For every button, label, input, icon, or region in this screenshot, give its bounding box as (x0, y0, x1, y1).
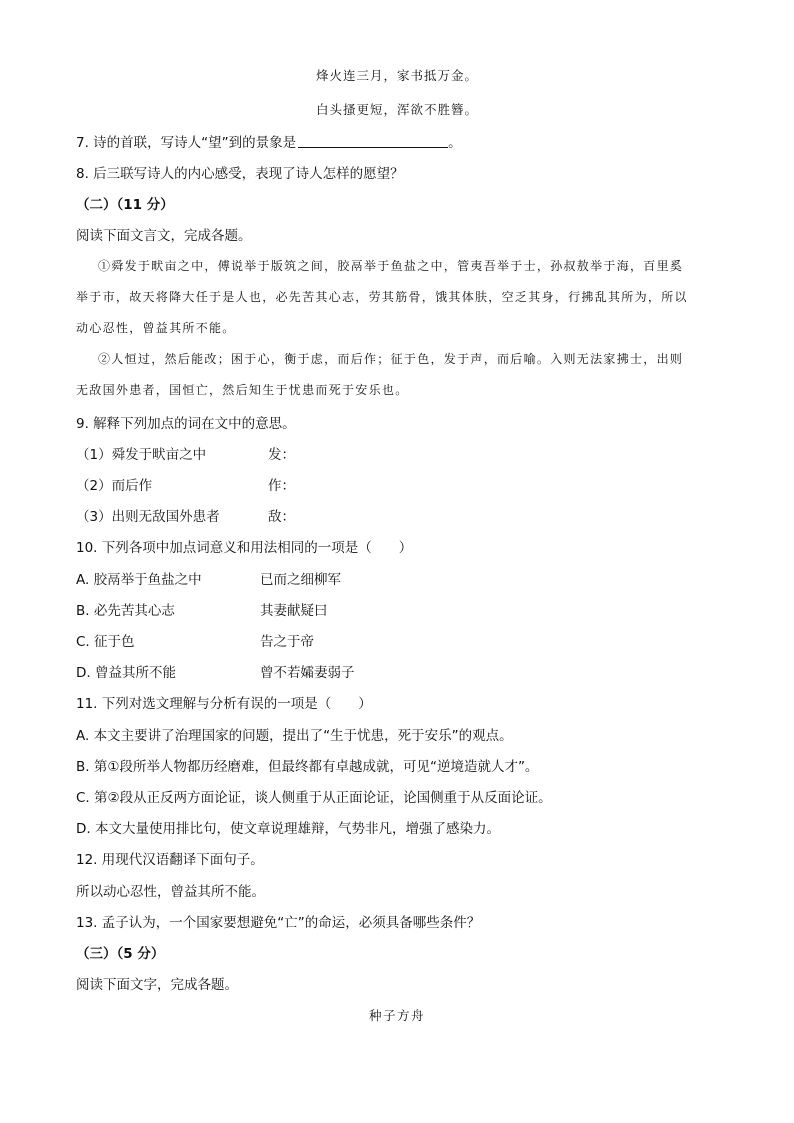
question-12: 12. 用现代汉语翻译下面句子。 (76, 852, 264, 868)
q11-option-c[interactable]: C. 第②段从正反两方面论证，谈人侧重于从正面论证，论国侧重于从反面论证。 (76, 790, 552, 806)
q11-option-d[interactable]: D. 本文大量使用排比句，使文章说理雄辩，气势非凡，增强了感染力。 (76, 821, 500, 837)
question-10: 10. 下列各项中加点词意义和用法相同的一项是（ ） (76, 540, 413, 556)
question-7 (76, 131, 462, 151)
classical-para-1-line-1: ①舜发于畎亩之中，傅说举于版筑之间，胶鬲举于鱼盐之中，管夷吾举于士，孙叔敖举于海，百里奚 (98, 259, 684, 273)
q10-option-c[interactable]: C. 征于色 (76, 634, 135, 650)
section-3-intro: 阅读下面文字，完成各题。 (76, 977, 238, 993)
question-7-text: 7. 诗的首联，写诗人“望”到的景象是 (76, 135, 297, 151)
q9-item-3-word: 敌： (268, 509, 295, 525)
q9-item-1-label: （1）舜发于畎亩之中 (76, 447, 207, 463)
question-8: 8. 后三联写诗人的内心感受，表现了诗人怎样的愿望？ (76, 166, 404, 182)
classical-para-2-line-1: ②人恒过，然后能改；困于心，衡于虑，而后作；征于色，发于声，而后喻。入则无法家拂士，出则 (98, 352, 684, 366)
question-9: 9. 解释下列加点的词在文中的意思。 (76, 416, 296, 432)
article-title: 种子方舟 (368, 1008, 425, 1023)
classical-para-1-line-3: 动心忍性，曾益其所不能。 (76, 321, 236, 335)
question-7-end: 。 (448, 135, 462, 151)
q10-option-d[interactable]: D. 曾益其所不能 (76, 665, 176, 681)
q9-item-2-word: 作： (268, 478, 295, 494)
classical-para-1-line-2: 举于市，故天将降大任于是人也，必先苦其心志，劳其筋骨，饿其体肤，空乏其身，行拂乱其所为，所以 (76, 290, 688, 304)
q10-option-b-compare: 其妻献疑曰 (260, 603, 328, 619)
classical-para-2-line-2: 无敌国外患者，国恒亡，然后知生于忧患而死于安乐也。 (76, 383, 409, 397)
section-2-title: （二）（11 分） (76, 197, 174, 213)
q11-option-a[interactable]: A. 本文主要讲了治理国家的问题，提出了“生于忧患，死于安乐”的观点。 (76, 728, 513, 744)
q10-option-a-compare: 已而之细柳军 (260, 572, 341, 588)
q9-item-3-label: （3）出则无敌国外患者 (76, 509, 220, 525)
poem-line-2: 白头搔更短，浑欲不胜簪。 (315, 102, 478, 117)
question-11: 11. 下列对选文理解与分析有误的一项是（ ） (76, 696, 372, 712)
q10-option-c-compare: 告之于帝 (260, 634, 314, 650)
q9-item-1-word: 发： (268, 447, 295, 463)
q12-sentence: 所以动心忍性，曾益其所不能。 (76, 884, 265, 900)
q9-item-2-label: （2）而后作 (76, 478, 153, 494)
question-13: 13. 孟子认为，一个国家要想避免“亡”的命运，必须具备哪些条件？ (76, 915, 481, 931)
poem-line-1: 烽火连三月，家书抵万金。 (315, 68, 478, 83)
q10-option-a[interactable]: A. 胶鬲举于鱼盐之中 (76, 572, 202, 588)
q10-option-b[interactable]: B. 必先苦其心志 (76, 603, 175, 619)
section-2-intro: 阅读下面文言文，完成各题。 (76, 228, 252, 244)
answer-blank[interactable] (298, 135, 448, 148)
section-3-title: （三）（5 分） (76, 946, 165, 962)
q10-option-d-compare: 曾不若孀妻弱子 (260, 665, 355, 681)
q11-option-b[interactable]: B. 第①段所举人物都历经磨难，但最终都有卓越成就，可见“逆境造就人才”。 (76, 759, 539, 775)
